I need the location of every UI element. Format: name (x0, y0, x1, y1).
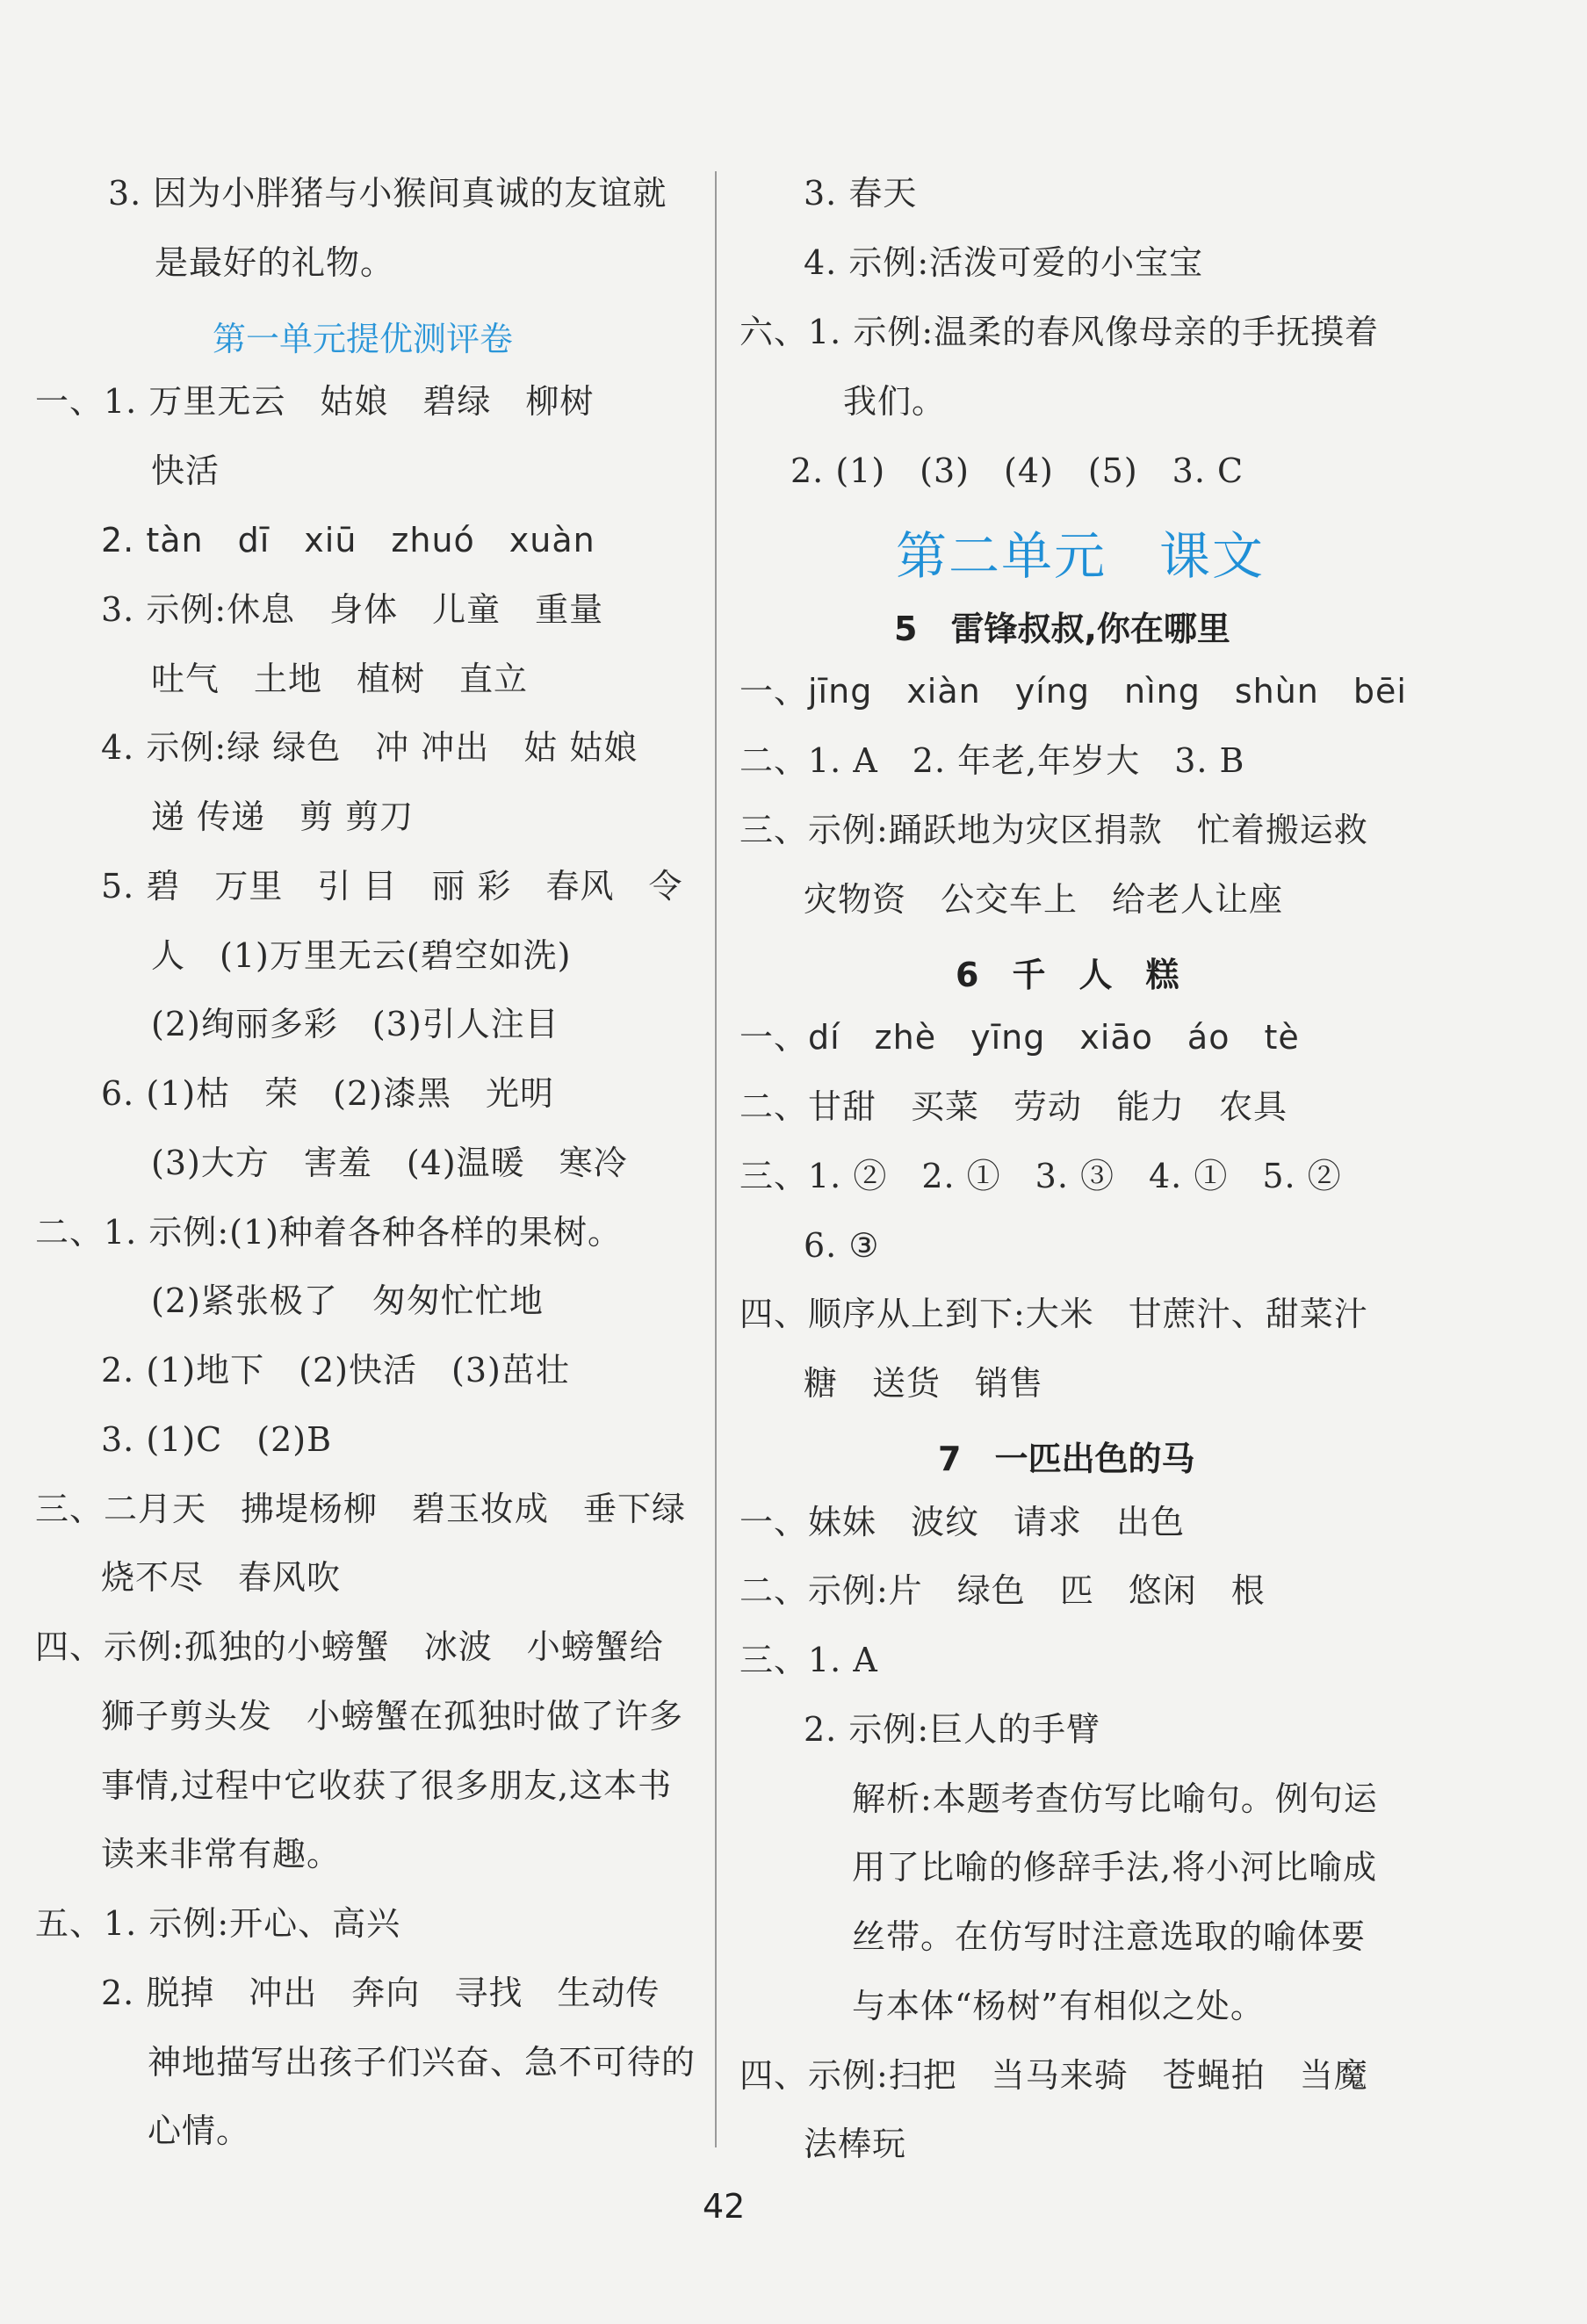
answer-line: (3)大方 害羞 (4)温暖 寒冷 (151, 1144, 628, 1182)
answer-line: 法棒玩 (804, 2125, 907, 2163)
answer-line: 人 (1)万里无云(碧空如洗) (151, 936, 572, 975)
answer-line: 3. 因为小胖猪与小猴间真诚的友谊就 (108, 174, 667, 213)
answer-line: 是最好的礼物。 (155, 243, 395, 282)
answer-line: 狮子剪头发 小螃蟹在孤独时做了许多 (101, 1697, 684, 1736)
answer-line: 事情,过程中它收获了很多朋友,这本书 (101, 1766, 673, 1805)
answer-line: 三、二月天 拂堤杨柳 碧玉妆成 垂下绿 (35, 1490, 687, 1528)
answer-line: 二、示例:片 绿色 匹 悠闲 根 (739, 1571, 1266, 1610)
answer-line: 三、1. ② 2. ① 3. ③ 4. ① 5. ② (739, 1157, 1342, 1195)
answer-line: 6. ③ (804, 1226, 880, 1265)
lesson-title: 7 一匹出色的马 (938, 1440, 1195, 1478)
answer-line: 递 传递 剪 剪刀 (151, 798, 415, 836)
answer-line: 5. 碧 万里 引 目 丽 彩 春风 令 (101, 867, 683, 906)
answer-line: 丝带。在仿写时注意选取的喻体要 (852, 1917, 1367, 1956)
answer-line: 三、1. A (739, 1641, 878, 1679)
answer-line: 五、1. 示例:开心、高兴 (35, 1904, 401, 1943)
answer-line: 一、1. 万里无云 姑娘 碧绿 柳树 (35, 382, 595, 421)
answer-line: 3. 春天 (804, 174, 918, 213)
unit-title: 第二单元 课文 (896, 526, 1266, 586)
answer-line: 吐气 土地 植树 直立 (151, 660, 529, 698)
answer-line: 灾物资 公交车上 给老人让座 (804, 880, 1284, 919)
answer-line: 3. 示例:休息 身体 儿童 重量 (101, 590, 604, 629)
answer-line: 解析:本题考查仿写比喻句。例句运 (852, 1779, 1378, 1818)
answer-line: 4. 示例:活泼可爱的小宝宝 (804, 243, 1204, 282)
column-divider (715, 171, 717, 2147)
answer-line: 心情。 (148, 2111, 251, 2150)
answer-line: 2. (1) (3) (4) (5) 3. C (790, 451, 1244, 490)
pinyin-line: 2. tàn dī xiū zhuó xuàn (101, 521, 595, 559)
answer-line: 4. 示例:绿 绿色 冲 冲出 姑 姑娘 (101, 728, 638, 767)
answer-line: 与本体“杨树”有相似之处。 (852, 1987, 1265, 2025)
answer-line: 二、1. 示例:(1)种着各种各样的果树。 (35, 1213, 622, 1252)
page-number: 42 (703, 2187, 746, 2226)
answer-line: 6. (1)枯 荣 (2)漆黑 光明 (101, 1074, 554, 1113)
answer-line: 六、1. 示例:温柔的春风像母亲的手抚摸着 (739, 313, 1380, 351)
pinyin-line: 一、jīng xiàn yíng nìng shùn bēi (739, 672, 1407, 711)
answer-line: 三、示例:踊跃地为灾区捐款 忙着搬运救 (739, 811, 1368, 849)
answer-line: 2. (1)地下 (2)快活 (3)茁壮 (101, 1351, 570, 1389)
pinyin-line: 一、dí zhè yīng xiāo áo tè (739, 1018, 1300, 1057)
answer-line: 二、1. A 2. 年老,年岁大 3. B (739, 741, 1245, 780)
answer-line: 2. 脱掉 冲出 奔向 寻找 生动传 (101, 1974, 660, 2012)
answer-line: (2)紧张极了 匆匆忙忙地 (151, 1281, 544, 1320)
answer-line: 四、顺序从上到下:大米 甘蔗汁、甜菜汁 (739, 1295, 1368, 1333)
answer-line: 2. 示例:巨人的手臂 (804, 1710, 1101, 1749)
answer-line: 四、示例:扫把 当马来骑 苍蝇拍 当魔 (739, 2056, 1368, 2095)
answer-line: 我们。 (843, 382, 947, 421)
lesson-title: 6 千 人 糕 (956, 956, 1179, 994)
answer-line: 二、甘甜 买菜 劳动 能力 农具 (739, 1087, 1288, 1126)
section-title: 第一单元提优测评卷 (213, 320, 514, 358)
answer-line: 读来非常有趣。 (101, 1835, 342, 1873)
answer-line: 用了比喻的修辞手法,将小河比喻成 (852, 1848, 1378, 1887)
answer-line: 烧不尽 春风吹 (101, 1558, 342, 1597)
answer-line: 神地描写出孩子们兴奋、急不可待的 (148, 2043, 696, 2082)
answer-line: 一、妹妹 波纹 请求 出色 (739, 1503, 1186, 1541)
answer-line: 糖 送货 销售 (804, 1364, 1044, 1403)
answer-line: 四、示例:孤独的小螃蟹 冰波 小螃蟹给 (35, 1628, 664, 1666)
lesson-title: 5 雷锋叔叔,你在哪里 (894, 610, 1230, 648)
answer-line: (2)绚丽多彩 (3)引人注目 (151, 1005, 559, 1043)
answer-line: 快活 (151, 451, 220, 490)
answer-line: 3. (1)C (2)B (101, 1420, 332, 1459)
